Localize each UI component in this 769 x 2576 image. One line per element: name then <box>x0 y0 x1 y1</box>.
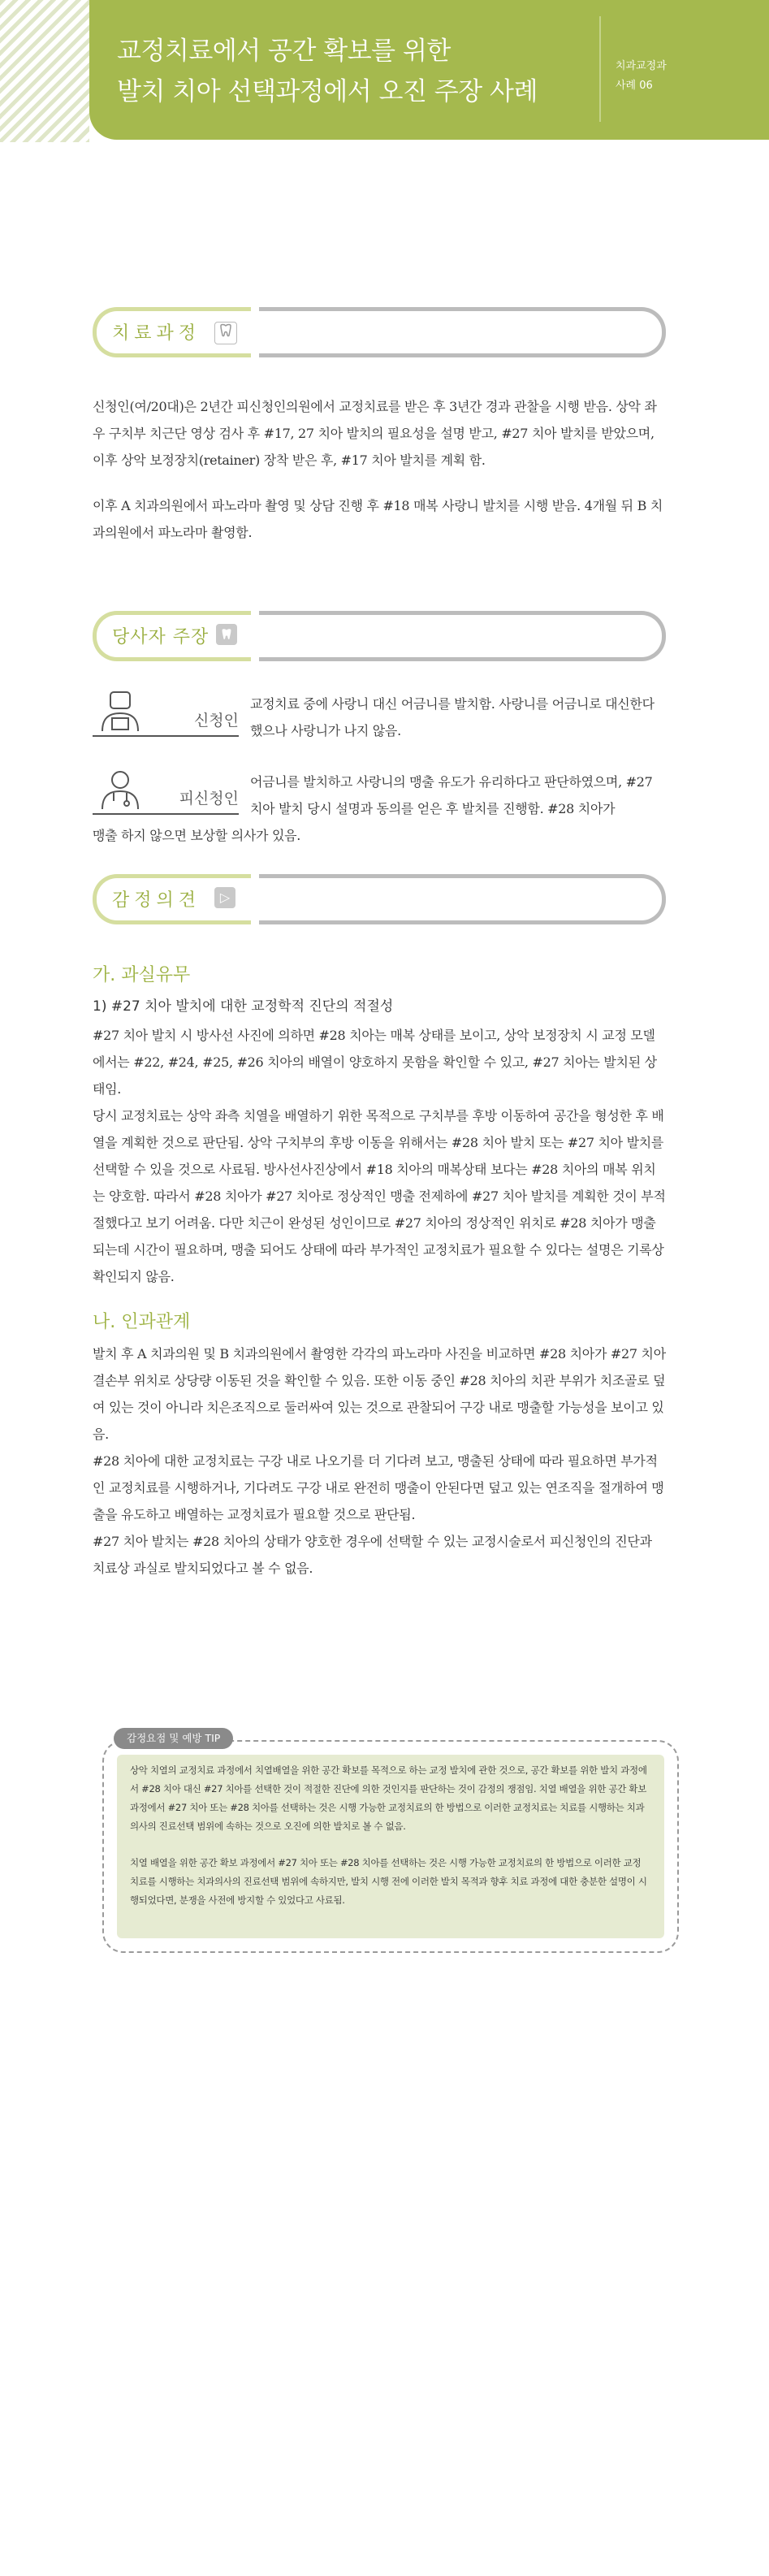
respondent-statement-continued: 맹출 하지 않으면 보상할 의사가 있음. <box>93 828 301 843</box>
tip-paragraph-2: 치열 배열을 위한 공간 확보 과정에서 #27 치아 또는 #28 치아를 선택하는 것은 시행 가능한 교정치료의 한 방법으로 이러한 교정치료를 시행하는 치과의사의 진료선택 범위에 속하지만, 발치 시행 전에 이러한 발치 목적과 향후 치료 과정에 대한 충분한 설명이 시행되었다면, 분쟁을 사전에 방지할 수 있었다고 사료됨. <box>130 1857 647 1906</box>
claimant-row <box>93 691 666 747</box>
tooth-icon <box>214 322 237 344</box>
opinion-causation-paragraph-1: 발치 후 A 치과의원 및 B 치과의원에서 촬영한 각각의 파노라마 사진을 비교하면 #28 치아가 #27 치아 결손부 위치로 상당량 이동된 것을 확인할 수 있음. 또한 이동 중인 #28 치아의 치관 부위가 치조골로 덮여 있는 것이 아니라 치은조직으로 둘러싸여 있는 것으로 관찰되어 구강 내로 맹출할 가능성을 보이고 있음. <box>93 1346 666 1442</box>
subsection-title-causation: 나. 인과관계 <box>93 1312 191 1332</box>
opinion-causation-paragraph-3: #27 치아 발치는 #28 치아의 상태가 양호한 경우에 선택할 수 있는 교정시술로서 피신청인의 진단과 치료상 과실로 발치되었다고 볼 수 없음. <box>93 1534 652 1576</box>
opinion-negligence-paragraph-1: #27 치아 발치 시 방사선 사진에 의하면 #28 치아는 매복 상태를 보이고, 상악 보정장치 시 교정 모델에서는 #22, #24, #25, #26 치아의 배열이 양호하지 못함을 확인할 수 있고, #27 치아는 발치된 상태임. <box>93 1028 657 1097</box>
treatment-paragraph-2: 이후 A 치과의원에서 파노라마 촬영 및 상담 진행 후 #18 매복 사랑니 발치를 시행 받음. 4개월 뒤 B 치과의원에서 파노라마 촬영함. <box>93 498 663 540</box>
page-header <box>89 0 769 140</box>
tooth-icon <box>216 624 237 645</box>
arrow-icon: ▷ <box>214 887 235 908</box>
section-banner-opinion <box>93 874 666 924</box>
subsection-title-negligence: 가. 과실유무 <box>93 965 191 985</box>
case-label: 치과교정과 사례 06 <box>616 60 667 92</box>
claimant-label: 신청인 <box>193 712 239 730</box>
subsection-subtitle-diagnosis: 1) #27 치아 발치에 대한 교정학적 진단의 적절성 <box>93 998 394 1015</box>
section-banner-treatment <box>93 307 666 357</box>
respondent-label: 피신청인 <box>179 790 239 807</box>
respondent-row <box>93 768 666 825</box>
opinion-causation-paragraph-2: #28 치아에 대한 교정치료는 구강 내로 나오기를 더 기다려 보고, 맹출된 상태에 따라 필요하면 부가적인 교정치료를 시행하거나, 기다려도 구강 내로 완전히 맹출이 안된다면 덮고 있는 연조직을 절개하여 맹출을 유도하고 배열하는 교정치료가 필요할 것으로 판단됨. <box>93 1453 664 1522</box>
page-title: 교정치료에서 공간 확보를 위한 발치 치아 선택과정에서 오진 주장 사례 <box>117 37 538 106</box>
section-title-claims: 당사자 주장 <box>112 627 210 647</box>
tip-paragraph-1: 상악 치열의 교정치료 과정에서 치열배열을 위한 공간 확보를 목적으로 하는 교정 발치에 관한 것으로, 공간 확보를 위한 발치 과정에서 #28 치아 대신 #27 치아를 선택한 것이 적절한 진단에 의한 것인지를 판단하는 것이 감정의 쟁점임. 치열 배열을 위한 공간 확보 과정에서 #27 치아 또는 #28 치아를 선택하는 것은 시행 가능한 교정치료의 한 방법으로 이러한 교정치료는 치료를 시행하는 치과의사의 진료선택 범위에 속하는 것으로 오진에 의한 발치로 볼 수 없음. <box>130 1764 647 1832</box>
section-title-opinion: 감정의견 <box>112 890 201 911</box>
treatment-paragraph-1: 신청인(여/20대)은 2년간 피신청인의원에서 교정치료를 받은 후 3년간 경과 관찰을 시행 받음. 상악 좌우 구치부 치근단 영상 검사 후 #17, 27 치아 발치의 필요성을 설명 받고, #27 치아 발치를 받았으며, 이후 상악 보정장치(retainer) 장착 받은 후, #17 치아 발치를 계획 함. <box>93 399 657 468</box>
header-divider <box>599 16 601 122</box>
person-icon <box>96 691 145 739</box>
tip-tab-label: 감정요점 및 예방 TIP <box>114 1728 233 1749</box>
opinion-negligence-paragraph-2: 당시 교정치료는 상악 좌측 치열을 배열하기 위한 목적으로 구치부를 후방 이동하여 공간을 형성한 후 배열을 계획한 것으로 판단됨. 상악 구치부의 후방 이동을 위해서는 #28 치아 발치 또는 #27 치아 발치를 선택할 수 있을 것으로 사료됨. 방사선사진상에서 #18 치아의 매복상태 보다는 #28 치아의 매복 위치는 양호함. 따라서 #28 치아가 #27 치아로 정상적인 맹출 전제하에 #27 치아 발치를 계획한 것이 부적절했다고 보기 어려움. 다만 치근이 완성된 성인이므로 #27 치아의 정상적인 위치로 #28 치아가 맹출 되는데 시간이 필요하며, 맹출 되어도 상태에 따라 부가적인 교정치료가 필요할 수 있다는 설명은 기록상 확인되지 않음. <box>93 1108 666 1284</box>
section-banner-claims <box>93 611 666 661</box>
section-title-treatment: 치료과정 <box>112 323 201 344</box>
doctor-icon <box>96 768 145 817</box>
claimant-statement: 교정치료 중에 사랑니 대신 어금니를 발치함. 사랑니를 어금니로 대신한다 했으나 사랑니가 나지 않음. <box>250 696 655 738</box>
respondent-statement: 어금니를 발치하고 사랑니의 맹출 유도가 유리하다고 판단하였으며, #27 치아 발치 당시 설명과 동의를 얻은 후 발치를 진행함. #28 치아가 <box>250 774 653 816</box>
header-hatch-decoration <box>0 0 89 142</box>
